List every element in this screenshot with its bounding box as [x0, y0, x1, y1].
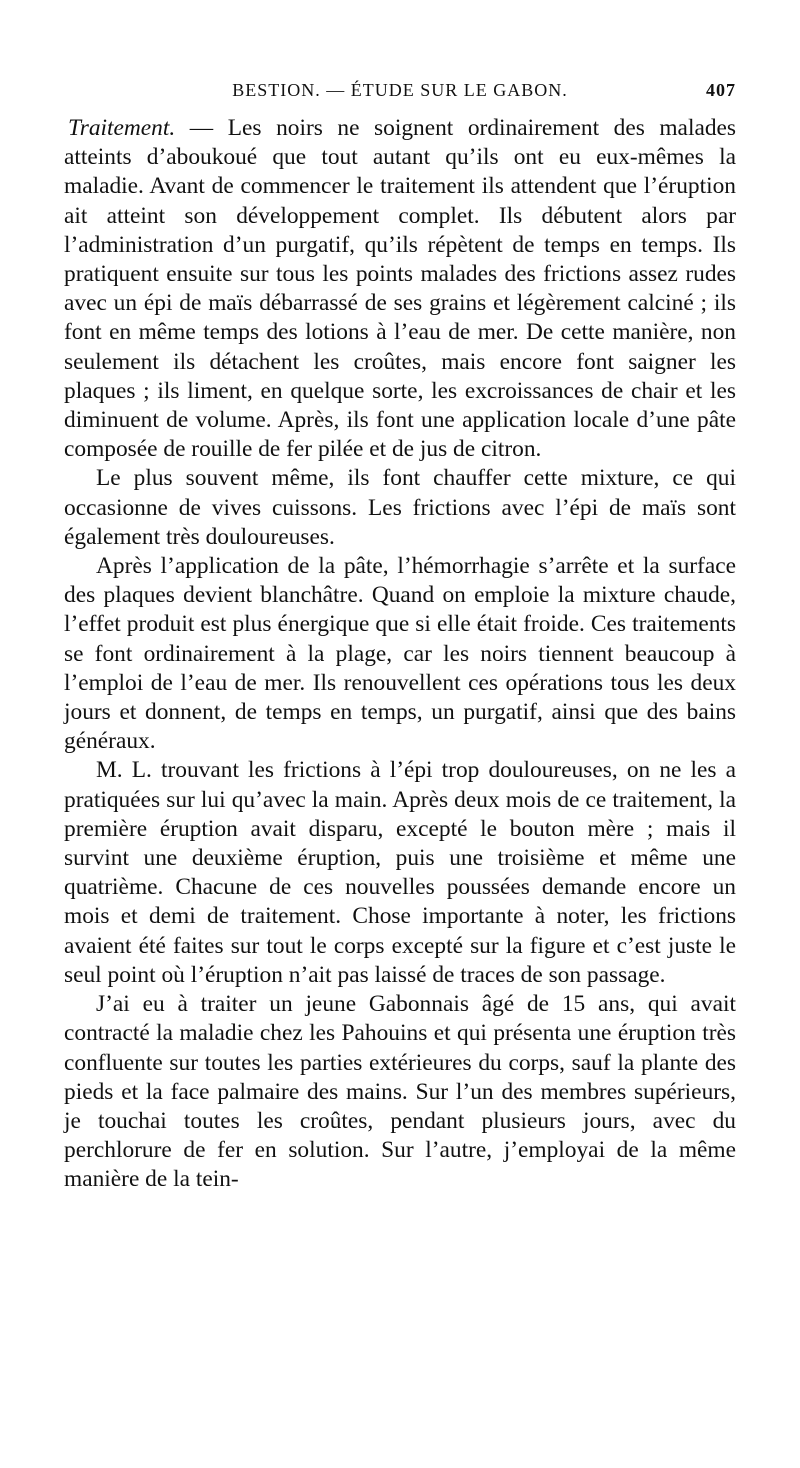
section-heading: Traitement.	[68, 115, 176, 141]
paragraph	[64, 114, 736, 464]
paragraph: Le plus souvent même, ils font chauffer cette mixture, ce qui occasionne de vives cuissons. Les frictions avec l’épi de maïs sont également très douloureuses.	[64, 465, 736, 550]
paragraph: Après l’application de la pâte, l’hémorrhagie s’arrête et la surface des plaques devient blanchâtre. Quand on emploie la mixture chaude, l’effet produit est plus énergique que si elle était froide. Ces traitements se font ordinairement à la plage, car les noirs tiennent beaucoup à l’emploi de l’eau de mer. Ils renouvellent ces opérations tous les deux jours et donnent, de temps en temps, un purgatif, ainsi que des bains généraux.	[64, 553, 736, 755]
book-page	[64, 80, 736, 1195]
body-text	[64, 114, 736, 1195]
paragraph-text: — Les noirs ne soignent ordinairement des malades atteints d’aboukoué que tout autant qu’ils ont eu eux-mêmes la maladie. Avant de commencer le traitement ils attendent que l’éruption ait atteint son développement complet. Ils débutent alors par l’administration d’un purgatif, qu’ils répètent de temps en temps. Ils pratiquent ensuite sur tous les points malades des frictions assez rudes avec un épi de maïs débarrassé de ses grains et légèrement calciné ; ils font en même temps des lotions à l’eau de mer. De cette manière, non seulement ils détachent les croûtes, mais encore font saigner les plaques ; ils liment, en quelque sorte, les excroissances de chair et les diminuent de volume. Après, ils font une application locale d’une pâte composée de rouille de fer pilée et de jus de citron.	[64, 115, 736, 463]
paragraph: J’ai eu à traiter un jeune Gabonnais âgé de 15 ans, qui avait contracté la maladie chez les Pahouins et qui présenta une éruption très confluente sur toutes les parties extérieures du corps, sauf la plante des pieds et la face palmaire des mains. Sur l’un des membres supérieurs, je touchai toutes les croûtes, pendant plusieurs jours, avec du perchlorure de fer en solution. Sur l’autre, j’employai de la même manière de la tein-	[64, 991, 736, 1193]
running-title: BESTION. — ÉTUDE SUR LE GABON.	[232, 80, 568, 100]
running-header	[64, 80, 736, 114]
page-number: 407	[706, 80, 736, 100]
paragraph: M. L. trouvant les frictions à l’épi trop douloureuses, on ne les a pratiquées sur lui qu’avec la main. Après deux mois de ce traitement, la première éruption avait disparu, excepté le bouton mère ; mais il survint une deuxième éruption, puis une troisième et même une quatrième. Chacune de ces nouvelles poussées demande encore un mois et demi de traitement. Chose importante à noter, les frictions avaient été faites sur tout le corps excepté sur la figure et c’est juste le seul point où l’éruption n’ait pas laissé de traces de son passage.	[64, 757, 736, 988]
